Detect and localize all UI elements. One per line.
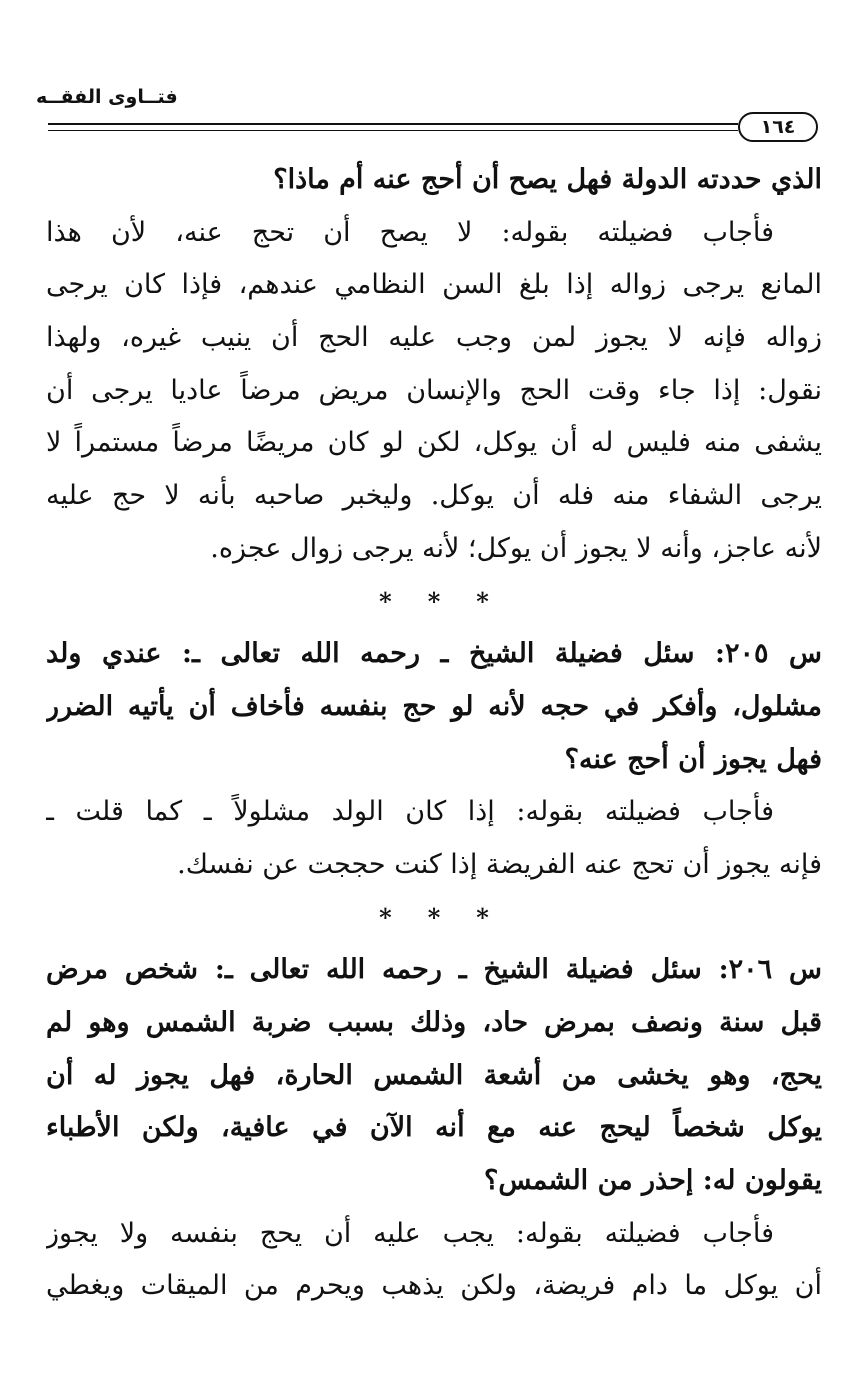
question-line: يحج، وهو يخشى من أشعة الشمس الحارة، فهل يجوز له أن (46, 1059, 822, 1091)
question-line: س ٢٠٦: سئل فضيلة الشيخ ـ رحمه الله تعالى ـ: شخص مرض (46, 954, 822, 986)
text-line: يرجى الشفاء منه فله أن يوكل. وليخبر صاحبه بأنه لا حج عليه (46, 480, 822, 512)
answer-line: فأجاب فضيلته بقوله: يجب عليه أن يحج بنفسه ولا يجوز (46, 1217, 774, 1249)
separator-star: * (427, 902, 441, 932)
question-line: س ٢٠٥: سئل فضيلة الشيخ ـ رحمه الله تعالى ـ: عندي ولد (46, 638, 822, 670)
text-line: الذي حددته الدولة فهل يصح أن أحج عنه أم ماذا؟ (273, 164, 822, 195)
section-separator (46, 892, 822, 945)
text-line: فإنه يجوز أن تحج عنه الفريضة إذا كنت حججت عن نفسك. (177, 848, 822, 880)
page-number-badge: ١٦٤ (738, 112, 818, 142)
header-rule-thick (48, 123, 738, 125)
text-line: أن يوكل ما دام فريضة، ولكن يذهب ويحرم من الميقات ويغطي (46, 1270, 822, 1302)
separator-star: * (427, 586, 441, 616)
question-line: قبل سنة ونصف بمرض حاد، وذلك بسبب ضربة الشمس وهو لم (46, 1007, 822, 1038)
separator-star: * (476, 902, 489, 932)
question-line: يوكل شخصاً ليحج عنه مع أنه الآن في عافية، ولكن الأطباء (46, 1112, 822, 1144)
text-line: نقول: إذا جاء وقت الحج والإنسان مريض مرضاً عاديا يرجى أن (46, 374, 822, 406)
fatwa-body-text (46, 154, 822, 1313)
answer-line: فأجاب فضيلته بقوله: لا يصح أن تحج عنه، لأن هذا (46, 216, 774, 248)
section-separator (46, 576, 822, 629)
answer-line: فأجاب فضيلته بقوله: إذا كان الولد مشلولاً ـ كما قلت ـ (46, 796, 774, 828)
text-line: المانع يرجى زواله إذا بلغ السن النظامي عندهم، فإذا كان يرجى (46, 269, 822, 301)
running-header-title: فتــاوى الفقــه (36, 86, 178, 108)
question-line: مشلول، وأفكر في حجه لأنه لو حج بنفسه فأخاف أن يأتيه الضرر (46, 690, 822, 722)
separator-star: * (379, 586, 392, 616)
text-line: يشفى منه فليس له أن يوكل، لكن لو كان مريضًا مرضاً مستمراً لا (46, 427, 822, 459)
text-line: لأنه عاجز، وأنه لا يجوز أن يوكل؛ لأنه يرجى زوال عجزه. (210, 532, 822, 564)
question-line: يقولون له: إحذر من الشمس؟ (484, 1165, 822, 1197)
question-line: فهل يجوز أن أحج عنه؟ (564, 743, 822, 775)
separator-star: * (379, 902, 392, 932)
header-rule-thin (48, 130, 738, 131)
separator-star: * (476, 586, 489, 616)
text-line: زواله فإنه لا يجوز لمن وجب عليه الحج أن ينيب غيره، ولهذا (46, 322, 822, 354)
